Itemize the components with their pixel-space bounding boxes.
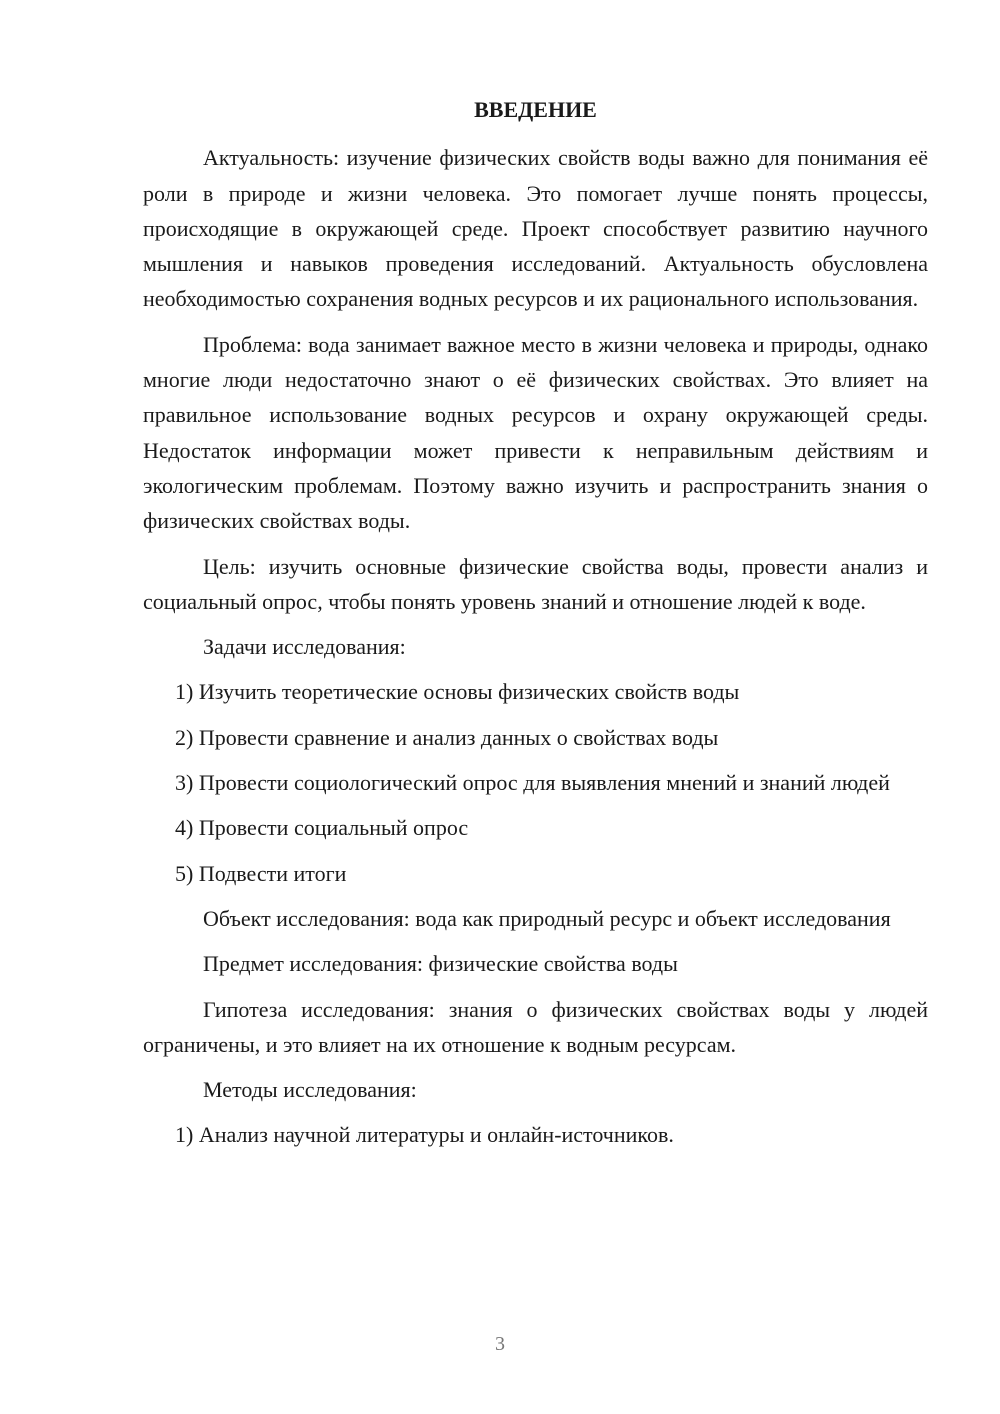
task-item-5: 5) Подвести итоги bbox=[175, 860, 347, 886]
task-item-1: 1) Изучить теоретические основы физических свойств воды bbox=[175, 679, 740, 705]
task-item-3: 3) Провести социологический опрос для выявления мнений и знаний людей bbox=[175, 770, 890, 796]
paragraph-relevance: Актуальность: изучение физических свойств воды важно для понимания её роли в природе и жизни человека. Это помогает лучше понять процессы, происходящие в окружающей среде. Проект способствует развитию научного мышления и навыков проведения исследований. Актуальность обусловлена необходимостью сохранения водных ресурсов и их рационального использования. bbox=[143, 145, 928, 312]
task-item-2: 2) Провести сравнение и анализ данных о свойствах воды bbox=[175, 724, 719, 750]
paragraph-hypothesis: Гипотеза исследования: знания о физических свойствах воды у людей ограничены, и это влияет на их отношение к водным ресурсам. bbox=[143, 996, 928, 1057]
paragraph-subject: Предмет исследования: физические свойства воды bbox=[203, 951, 678, 977]
paragraph-object: Объект исследования: вода как природный ресурс и объект исследования bbox=[203, 905, 891, 931]
page-title: ВВЕДЕНИЕ bbox=[474, 97, 597, 122]
paragraph-problem: Проблема: вода занимает важное место в жизни человека и природы, однако многие люди недостаточно знают о её физических свойствах. Это влияет на правильное использование водных ресурсов и охрану окружающей среды. Недостаток информации может привести к неправильным действиям и экологическим проблемам. Поэтому важно изучить и распространить знания о физических свойствах воды. bbox=[143, 331, 928, 534]
paragraph-tasks-heading: Задачи исследования: bbox=[203, 634, 406, 660]
document-page bbox=[143, 92, 928, 1163]
task-item-4: 4) Провести социальный опрос bbox=[175, 815, 469, 841]
paragraph-goal: Цель: изучить основные физические свойства воды, провести анализ и социальный опрос, чтобы понять уровень знаний и отношение людей к воде. bbox=[143, 553, 928, 614]
page-number: 3 bbox=[495, 1333, 505, 1355]
paragraph-methods-heading: Методы исследования: bbox=[203, 1077, 417, 1103]
method-item-1: 1) Анализ научной литературы и онлайн-источников. bbox=[175, 1122, 674, 1148]
